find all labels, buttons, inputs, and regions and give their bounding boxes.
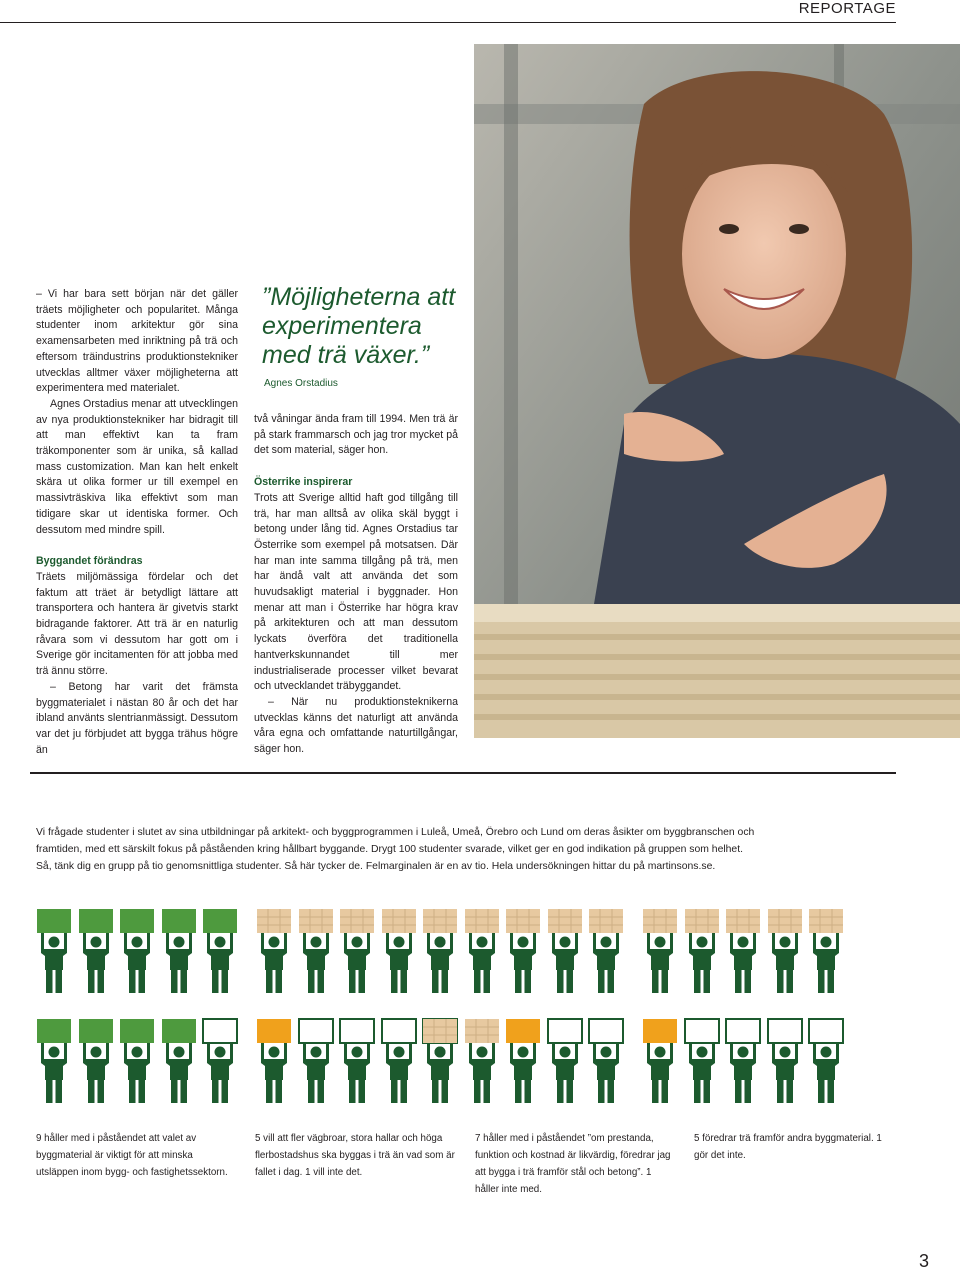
person-figure (806, 1016, 846, 1106)
paragraph: – Vi har bara sett början när det gäller träets möjligheter och popularitet. Många studenter inom arkitektur gör sina examensarbeten med inriktning på trä och eftersom träindustrins produktionstekniker utvecklas alltmer växer möjligheterna att experimentera med materialet. (36, 288, 238, 395)
quote-attribution: Agnes Orstadius (264, 378, 338, 389)
person-figure (117, 1016, 157, 1106)
person-figure (545, 906, 585, 996)
person-figure (806, 906, 846, 996)
survey-intro (36, 824, 886, 875)
paragraph: två våningar ända fram till 1994. Men trä är på stark frammarsch och jag tror mycket på det som material, säger hon. (254, 413, 458, 457)
person-figure (586, 906, 626, 996)
paragraph: Träets miljömässiga fördelar och det faktum att träet är betydligt lättare att transportera och hantera är givetvis starkt bidragande faktorer. Att trä är en naturlig råvara som vi dessutom har gott om i Sverige gör incitamenten för att jobba med trä ännu större. (36, 570, 238, 678)
intro-line: Vi frågade studenter i slutet av sina utbildningar på arkitekt- och byggprogrammen i Luleå, Umeå, Örebro och Lund om deras åsikter om byggbranschen och (36, 827, 755, 838)
header-divider (0, 22, 896, 23)
person-figure (420, 906, 460, 996)
person-figure (462, 1016, 502, 1106)
intro-line: Så, tänk dig en grupp på tio genomsnittliga studenter. Så här tycker de. Felmarginalen är en av tio. Hela undersökningen hittar du på martinsons.se. (36, 861, 716, 872)
person-figure (723, 906, 763, 996)
intro-line: framtiden, med ett särskilt fokus på påståenden kring hållbart byggande. Drygt 100 studenter svarade, vilket ger en god indikation på gruppen som helhet. (36, 844, 743, 855)
person-figure (586, 1016, 626, 1106)
person-figure (503, 906, 543, 996)
person-figure (420, 1016, 460, 1106)
person-figure (765, 906, 805, 996)
person-figure (640, 1016, 680, 1106)
body-column-middle (254, 412, 458, 758)
person-figure (503, 1016, 543, 1106)
person-figure (34, 1016, 74, 1106)
portrait-photo (474, 44, 960, 738)
person-figure (337, 1016, 377, 1106)
portrait-illustration (474, 44, 960, 738)
person-figure (379, 1016, 419, 1106)
person-figure (462, 906, 502, 996)
subheading: Österrike inspirerar (254, 476, 353, 489)
person-figure (254, 1016, 294, 1106)
body-column-left (36, 287, 238, 758)
person-figure (682, 906, 722, 996)
person-figure (765, 1016, 805, 1106)
section-divider (30, 772, 896, 774)
person-figure (254, 906, 294, 996)
person-figure (296, 906, 336, 996)
section-label: REPORTAGE (798, 0, 896, 17)
caption-4: 5 föredrar trä framför andra byggmaterial. 1 gör det inte. (694, 1133, 882, 1161)
paragraph: Agnes Orstadius menar att utvecklingen av nya produktionstekniker har bidragit till att man effektivt kan ta fram träkomponenter som är unika, så kallad mass customization. Man kan helt enkelt skära ut olika former ur till exempel en massivträskiva lika effektivt som man tidigare skar ut identiska former. Och dessutom med mindre spill. (36, 397, 238, 536)
survey-infographic (34, 902, 914, 1102)
person-figure (545, 1016, 585, 1106)
person-figure (76, 906, 116, 996)
person-figure (723, 1016, 763, 1106)
person-figure (159, 1016, 199, 1106)
caption-3: 7 håller med i påståendet ”om prestanda, funktion och kostnad är likvärdig, föredrar jag att bygga i trä framför stål och betong”. 1 håller inte med. (475, 1133, 671, 1195)
person-figure (34, 906, 74, 996)
person-figure (159, 906, 199, 996)
subheading: Byggandet förändras (36, 555, 143, 568)
person-figure (296, 1016, 336, 1106)
person-figure (117, 906, 157, 996)
person-figure (640, 906, 680, 996)
page-number: 3 (918, 1251, 929, 1271)
paragraph: – Betong har varit det främsta byggmaterialet i nästan 80 år och det har ibland använts slentrianmässigt. Dessutom var det ju förbjudet att bygga trähus högre än (36, 680, 238, 756)
caption-2: 5 vill att fler vägbroar, stora hallar och höga flerbostadshus ska byggas i trä än vad som är fallet i dag. 1 vill inte det. (255, 1133, 455, 1178)
person-figure (200, 906, 240, 996)
paragraph: Trots att Sverige alltid haft god tillgång till trä, har man alltså av olika skäl byggt i betong under lång tid. Agnes Orstadius tar Österrike som exempel på motsatsen. Där har man inte samma tillgång på trä, men har ändå valt att använda det som huvudsakligt material i byggnader. Hon menar att man i Österrike har högra krav på arkitekturen och att man dessutom lyckats överföra det traditionella hantverkskunnandet till mer industrialiserade processer vilket bevarat och utvecklandet träbyggandet. (254, 491, 458, 693)
caption-1: 9 håller med i påståendet att valet av byggmaterial är viktigt för att minska utsläppen inom bygg- och fastighetssektorn. (36, 1133, 228, 1178)
person-figure (200, 1016, 240, 1106)
person-figure (682, 1016, 722, 1106)
person-figure (337, 906, 377, 996)
person-figure (379, 906, 419, 996)
paragraph: – När nu produktionsteknikerna utvecklas känns det naturligt att använda våra egna och omfattande naturtillgångar, säger hon. (254, 695, 458, 756)
person-figure (76, 1016, 116, 1106)
pull-quote: ”Möjligheterna att experimentera med trä växer.” (262, 283, 456, 369)
